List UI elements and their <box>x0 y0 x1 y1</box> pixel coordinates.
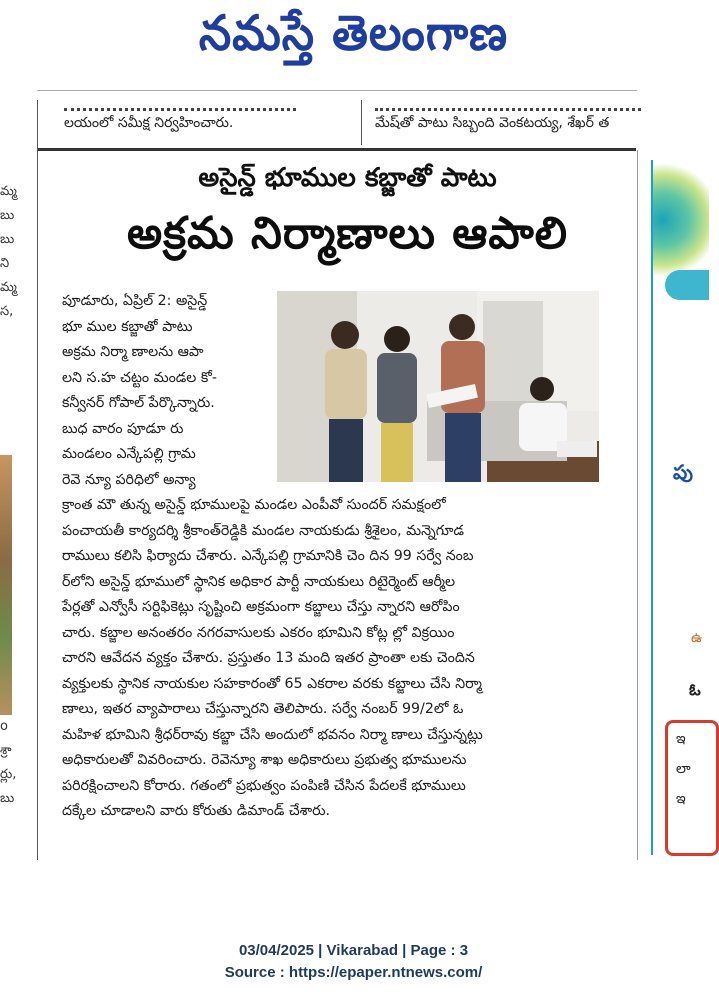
article-body-wide <box>62 493 610 825</box>
body-line: పంచాయతీ కార్యదర్శి శ్రీకాంత్‌రెడ్డికి మండల నాయకుడు శ్రీశైలం, మన్నెగూడ <box>62 522 464 539</box>
article-body <box>62 289 610 825</box>
article-kicker: అసైన్డ్ భూముల కబ్జాతో పాటు <box>198 163 497 193</box>
footer-date-edition: 03/04/2025 | Vikarabad | Page : 3 <box>238 942 469 959</box>
column-divider-top <box>361 100 362 145</box>
ad-text: ఓ <box>689 680 701 699</box>
body-line: చారు. కబ్జాల అనంతరం నగరవాసులకు ఎకరం భూమిని కోట్ల ల్లో విక్రయిం <box>62 624 455 641</box>
ad-graphic-band <box>665 270 709 300</box>
fragment-text-right: మేష్‌తో పాటు సిబ్బంది వెంకటయ్య, శేఖర్ త <box>375 115 610 131</box>
body-line: పూడూరు, ఏప్రిల్ 2: అసైన్డ్ <box>62 293 208 309</box>
advertisement <box>651 160 709 855</box>
left-edge-fragment-bottom: o శ్రా ర్లు, బు <box>0 719 17 806</box>
body-line: రెవె న్యూ పరిధిలో అన్యా <box>62 471 196 488</box>
fragment-text-left: లయంలో సమీక్ష నిర్వహించారు. <box>64 115 234 131</box>
body-line: వ్యక్తులకు స్థానిక నాయకుల సహకారంతో 65 ఎకరాల వరకు కబ్జాలు చేసి నిర్మా <box>62 675 482 692</box>
ad-graphic <box>653 160 709 280</box>
body-line: పరిరక్షించాలని కోరారు. గతంలో ప్రభుత్వం పంపిణి చేసిన పేదలకే భూములు <box>62 777 466 794</box>
article-top-rule <box>38 148 636 151</box>
body-line: లని స.హ చట్టం మండల కో- <box>62 369 217 386</box>
body-line: మహిళ భూమిని శ్రీధర్‌రావు కబ్జా చేసి అందులో భవనం నిర్మా ణాలు చేస్తున్నట్లు <box>62 726 483 743</box>
masthead <box>0 0 707 80</box>
previous-article-fragment-left <box>64 96 354 142</box>
body-line: కన్వీనర్ గోపాల్ పేర్కొన్నారు. <box>62 395 215 411</box>
masthead-rule <box>37 90 637 91</box>
body-line: అక్రమ నిర్మా ణాలను ఆపా <box>62 344 204 360</box>
ad-text: పు <box>673 460 693 484</box>
body-line: చారని ఆవేదన వ్యక్తం చేశారు. ప్రస్తుతం 13 మంది ఇతర ప్రాంతా లకు చెందిన <box>62 650 475 666</box>
body-line: రాములు కలిసి ఫిర్యాదు చేశారు. ఎన్కేపల్లి గ్రామానికి చెం దిన 99 సర్వే నంబ <box>62 548 474 564</box>
body-line: భూ ముల కబ్జాతో పాటు <box>62 318 193 335</box>
column-divider-left <box>37 100 38 860</box>
previous-article-fragment-right <box>375 96 707 142</box>
left-edge-photo <box>0 455 12 715</box>
body-line: ర్‌లోని అసైన్డ్ భూములో స్థానిక అధికార పార్టీ నాయకులు రిటైర్మెంట్ ఆర్మీల <box>62 573 456 590</box>
left-edge-fragment: మ్మ బు బు ని మ్మ స, <box>0 184 17 319</box>
footer-source[interactable]: Source : https://epaper.ntnews.com/ <box>224 964 483 981</box>
body-line: ణాలు, ఇతర వ్యాపారాలు చేస్తున్నారని తెలిపారు. సర్వే నంబర్ 99/2లో ఓ <box>62 701 464 717</box>
body-line: దక్కేల చూడాలని వారు కోరుతు డిమాండ్ చేశారు. <box>62 803 331 819</box>
body-line: మండలం ఎన్కేపల్లి గ్రామ <box>62 446 196 462</box>
article-headline: అక్రమ నిర్మాణాలు ఆపాలి <box>126 208 569 259</box>
footer <box>0 940 707 984</box>
article-body-narrow <box>62 289 270 493</box>
ad-box: ఇ లా ఇ <box>665 720 719 856</box>
masthead-logo: నమస్తే తెలంగాణ <box>198 4 509 62</box>
body-line: అధికారులతో వివరించారు. రెవెన్యూ శాఖ అధికారులు ప్రభుత్వ భూములను <box>62 752 467 768</box>
body-line: పేర్లతో ఎన్వోసీ సర్టిఫికెట్లు సృష్టించి అక్రమంగా కబ్జాలు చేస్తు న్నారని ఆరోపిం <box>62 599 460 615</box>
body-line: బుధ వారం పూడూ రు <box>62 420 184 437</box>
ad-text: ఉ <box>691 630 703 646</box>
body-line: క్రాంత మౌ తున్న అసైన్డ్ భూములపై మండల ఎంపీవో సుందర్ సమక్షంలో <box>62 497 446 513</box>
article-right-rule <box>637 150 638 860</box>
